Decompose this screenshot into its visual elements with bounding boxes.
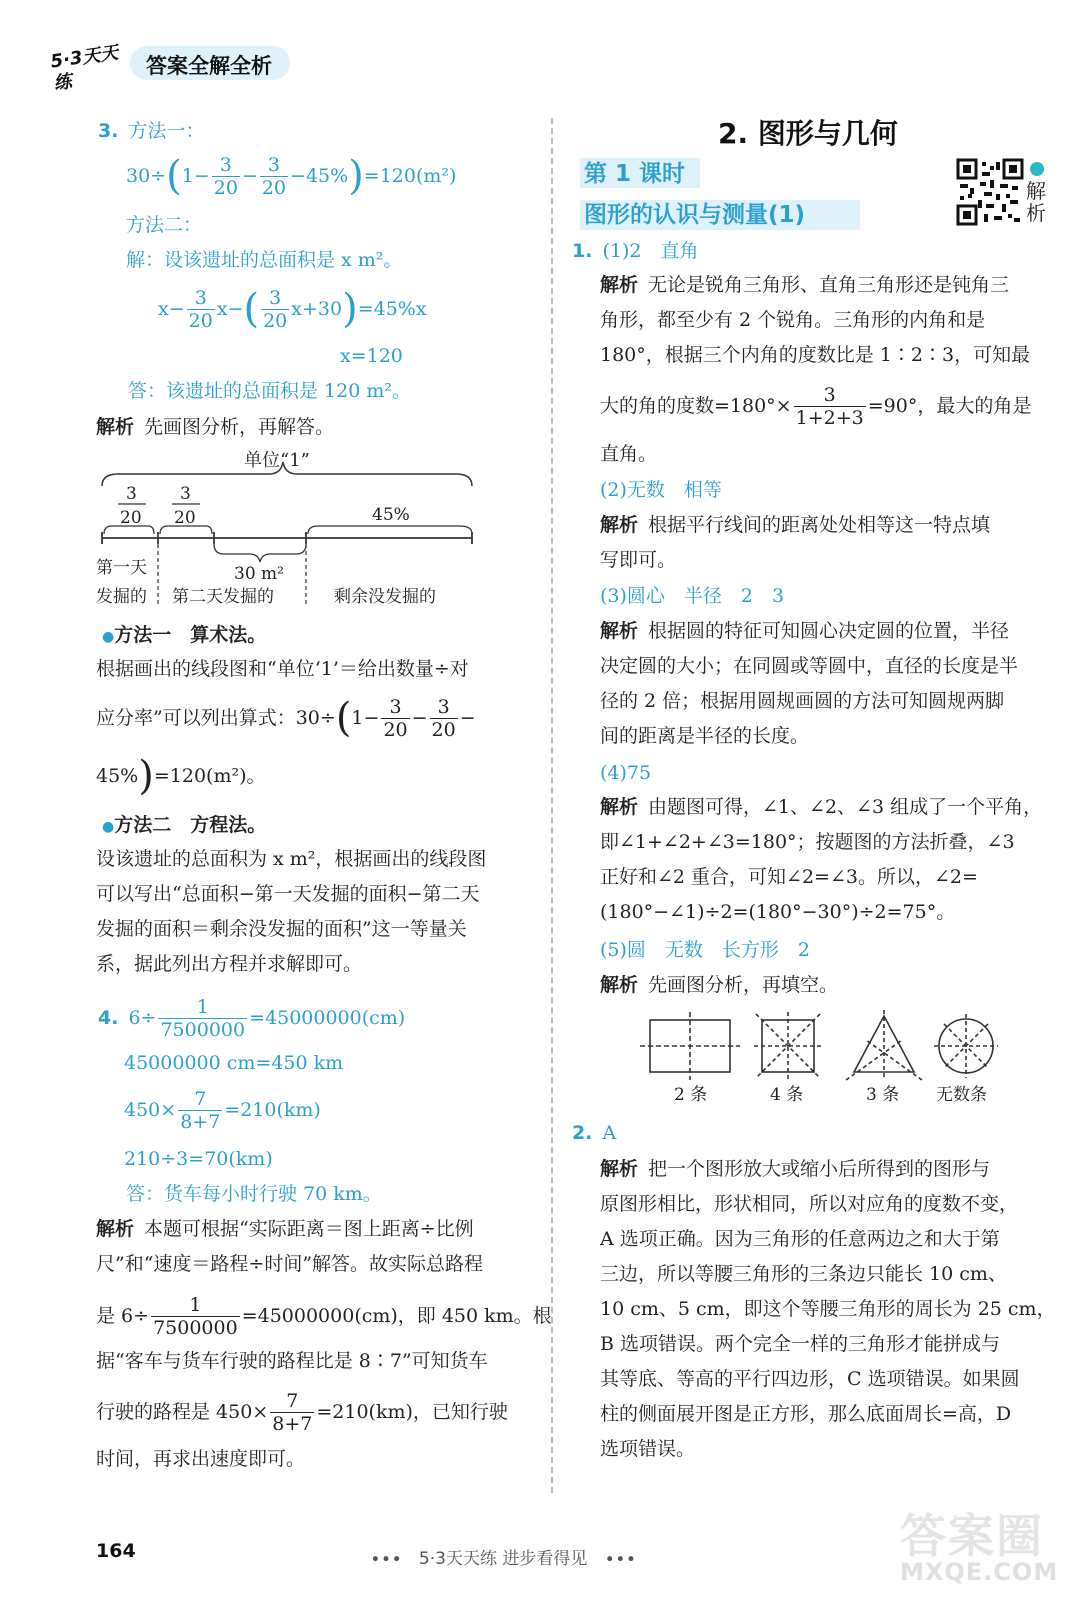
- q3-method2-set: 解：设该遗址的总面积是 x m²。: [126, 249, 403, 271]
- diagram-label3: 剩余没发掘的: [334, 587, 436, 607]
- shape-label-triangle: 3 条: [866, 1085, 900, 1105]
- q3-method1-line: [98, 118, 204, 144]
- method2-title: ●方法二 方程法。: [102, 814, 267, 836]
- qr-code[interactable]: [956, 158, 1024, 226]
- q3-method2-equation: x− $\frac{3}{20}$ x− ( $\frac{3}{20}$ x+30 ) =45%x: [158, 286, 427, 332]
- watermark-url: MXQE.COM: [900, 1558, 1059, 1586]
- q1-answer-4: (4)75: [600, 762, 652, 784]
- q1-analysis-1: 解析 无论是锐角三角形、直角三角形还是钝角三 角形，都至少有 2 个锐角。三角形的内角和是 180°，根据三个内角的度数比是 1∶2∶3，可知最: [600, 274, 1031, 366]
- footer-slogan: ∙∙∙ 5·3天天练 进步看得见 ∙∙∙: [370, 1549, 637, 1569]
- diagram-label2: 第二天发掘的: [172, 587, 274, 607]
- q4-analysis: 解析 本题可根据“实际距离＝图上距离÷比例 尺”和“速度＝路程÷时间”解答。故实际总路程: [96, 1218, 484, 1275]
- header-title: 答案全解全析: [146, 54, 272, 78]
- method1-line2: 应分率”可以列出算式：30÷ ( 1− $\frac{3}{20}$ − $\frac{3}{20}$ −: [96, 695, 476, 741]
- q1-analysis-1-end: 直角。: [600, 443, 658, 465]
- q1-analysis-1-frac-line: 大的角的度数=180°× $\frac{3}{1+2+3}$ =90°，最大的角是: [600, 383, 1032, 429]
- q4-analysis-line4: 据“客车与货车行驶的路程比是 8∶7”可知货车: [96, 1350, 488, 1372]
- method1-line3: 45% ) =120(m²)。: [96, 753, 266, 799]
- q1-number: 1.: [572, 240, 593, 262]
- shape-label-circle: 无数条: [936, 1085, 987, 1105]
- q3-method2-label: 方法二：: [126, 214, 203, 236]
- qr-label: 解析: [1026, 179, 1046, 225]
- q1-answer-2: (2)无数 相等: [600, 479, 722, 501]
- q4-line4: 210÷3=70(km): [124, 1148, 273, 1170]
- q1-answer-3: (3)圆心 半径 2 3: [600, 585, 785, 607]
- page-number: 164: [96, 1540, 136, 1562]
- method1-line1: 根据画出的线段图和“单位‘1’＝给出数量÷对: [96, 658, 469, 680]
- shape-label-rect: 2 条: [674, 1085, 708, 1105]
- lesson-number: 第 1 课时: [584, 161, 686, 187]
- symmetry-shapes: [636, 1010, 1016, 1106]
- section-title: 2. 图形与几何: [718, 117, 898, 150]
- q3-method1-expression: 30÷ ( 1− $\frac{3}{20}$ − $\frac{3}{20}$ −45% ) =120(m²): [126, 153, 457, 199]
- diagram-f2d: 20: [174, 508, 196, 528]
- diagram-label1b: 发掘的: [96, 587, 147, 607]
- q1-analysis-3: 解析 根据圆的特征可知圆心决定圆的位置，半径 决定圆的大小；在同圆或等圆中，直径的长度是半 径的 2 倍；根据用圆规画圆的方法可知圆规两脚 间的距离是半径的长度。: [600, 620, 1019, 747]
- method2-text: 设该遗址的总面积为 x m²，根据画出的线段图 可以写出“总面积−第一天发掘的面积−第二天 发掘的面积＝剩余没发掘的面积”这一等量关 系，据此列出方程并求解即可。: [96, 848, 487, 975]
- logo: [49, 30, 132, 95]
- diagram-f1d: 20: [120, 508, 142, 528]
- segment-diagram: [94, 446, 484, 616]
- analysis-tag: 解析: [96, 416, 135, 438]
- q1-answer-1: 1. (1)2 直角: [572, 240, 699, 262]
- column-divider: [551, 118, 553, 1493]
- logo-text: 5·3天天练: [49, 42, 120, 95]
- q4-number: 4.: [98, 1007, 119, 1029]
- q3-analysis: 解析 先画图分析，再解答。: [96, 416, 335, 438]
- q2-analysis: 解析 把一个图形放大或缩小后所得到的图形与 原图形相比，形状相同，所以对应角的度数不变， A 选项正确。因为三角形的任意两边之和大于第 三边，所以等腰三角形的三条边只能长 10 cm、 10 cm、5 cm，即这个等腰三角形的周长为 25 cm， B 选项错误。两个完全一样的三角形才能拼成与 其等底、等高的平行四边形，C 选项错误。如果圆 柱的侧面展开图是正方形，那么底面周长=高，D 选项错误。: [600, 1158, 1056, 1460]
- diagram-pct: 45%: [372, 505, 410, 525]
- q4-analysis-line5: 行驶的路程是 450× $\frac{7}{8+7}$ =210(km)，已知行驶: [96, 1389, 508, 1435]
- q4-line2: 45000000 cm=450 km: [124, 1052, 344, 1074]
- q4-line3: 450× $\frac{7}{8+7}$ =210(km): [124, 1087, 321, 1133]
- q3-method2-result: x=120: [340, 345, 403, 367]
- q2-number: 2.: [572, 1122, 593, 1144]
- lesson-title: 图形的认识与测量(1): [584, 202, 806, 228]
- diagram-label1a: 第一天: [96, 558, 147, 578]
- play-icon[interactable]: [1030, 162, 1044, 176]
- q1-analysis-5: 解析 先画图分析，再填空。: [600, 974, 839, 996]
- q1-analysis-2: 解析 根据平行线间的距离处处相等这一特点填 写即可。: [600, 514, 991, 571]
- q1-analysis-4: 解析 由题图可得，∠1、∠2、∠3 组成了一个平角， 即∠1+∠2+∠3=180°；按题图的方法折叠，∠3 正好和∠2 重合，可知∠2=∠3。所以，∠2= (180°−∠1)÷2=(180°−30°)÷2=75°。: [600, 796, 1043, 923]
- shape-label-square: 4 条: [770, 1085, 804, 1105]
- q4-answer: 答：货车每小时行驶 70 km。: [126, 1183, 382, 1205]
- q4-analysis-line6: 时间，再求出速度即可。: [96, 1448, 306, 1470]
- diagram-f1n: 3: [126, 484, 137, 504]
- diagram-f2n: 3: [180, 484, 191, 504]
- q3-method1-label: 方法一：: [128, 120, 205, 142]
- q3-number: 3.: [98, 120, 119, 142]
- watermark: 答案圈: [900, 1509, 1044, 1563]
- q4-line1: 4. 6÷ $\frac{1}{7500000}$ =45000000(cm): [98, 995, 406, 1041]
- q2-answer: 2. A: [572, 1122, 617, 1144]
- diagram-30m2: 30 m²: [234, 564, 284, 584]
- q4-analysis-line3: 是 6÷ $\frac{1}{7500000}$ =45000000(cm)，即 450 km。根: [96, 1293, 552, 1339]
- q3-answer: 答：该遗址的总面积是 120 m²。: [128, 380, 411, 402]
- method1-title: ●方法一 算术法。: [102, 624, 267, 646]
- diagram-unit-label: 单位“1”: [244, 450, 310, 471]
- q1-answer-5: (5)圆 无数 长方形 2: [600, 939, 811, 961]
